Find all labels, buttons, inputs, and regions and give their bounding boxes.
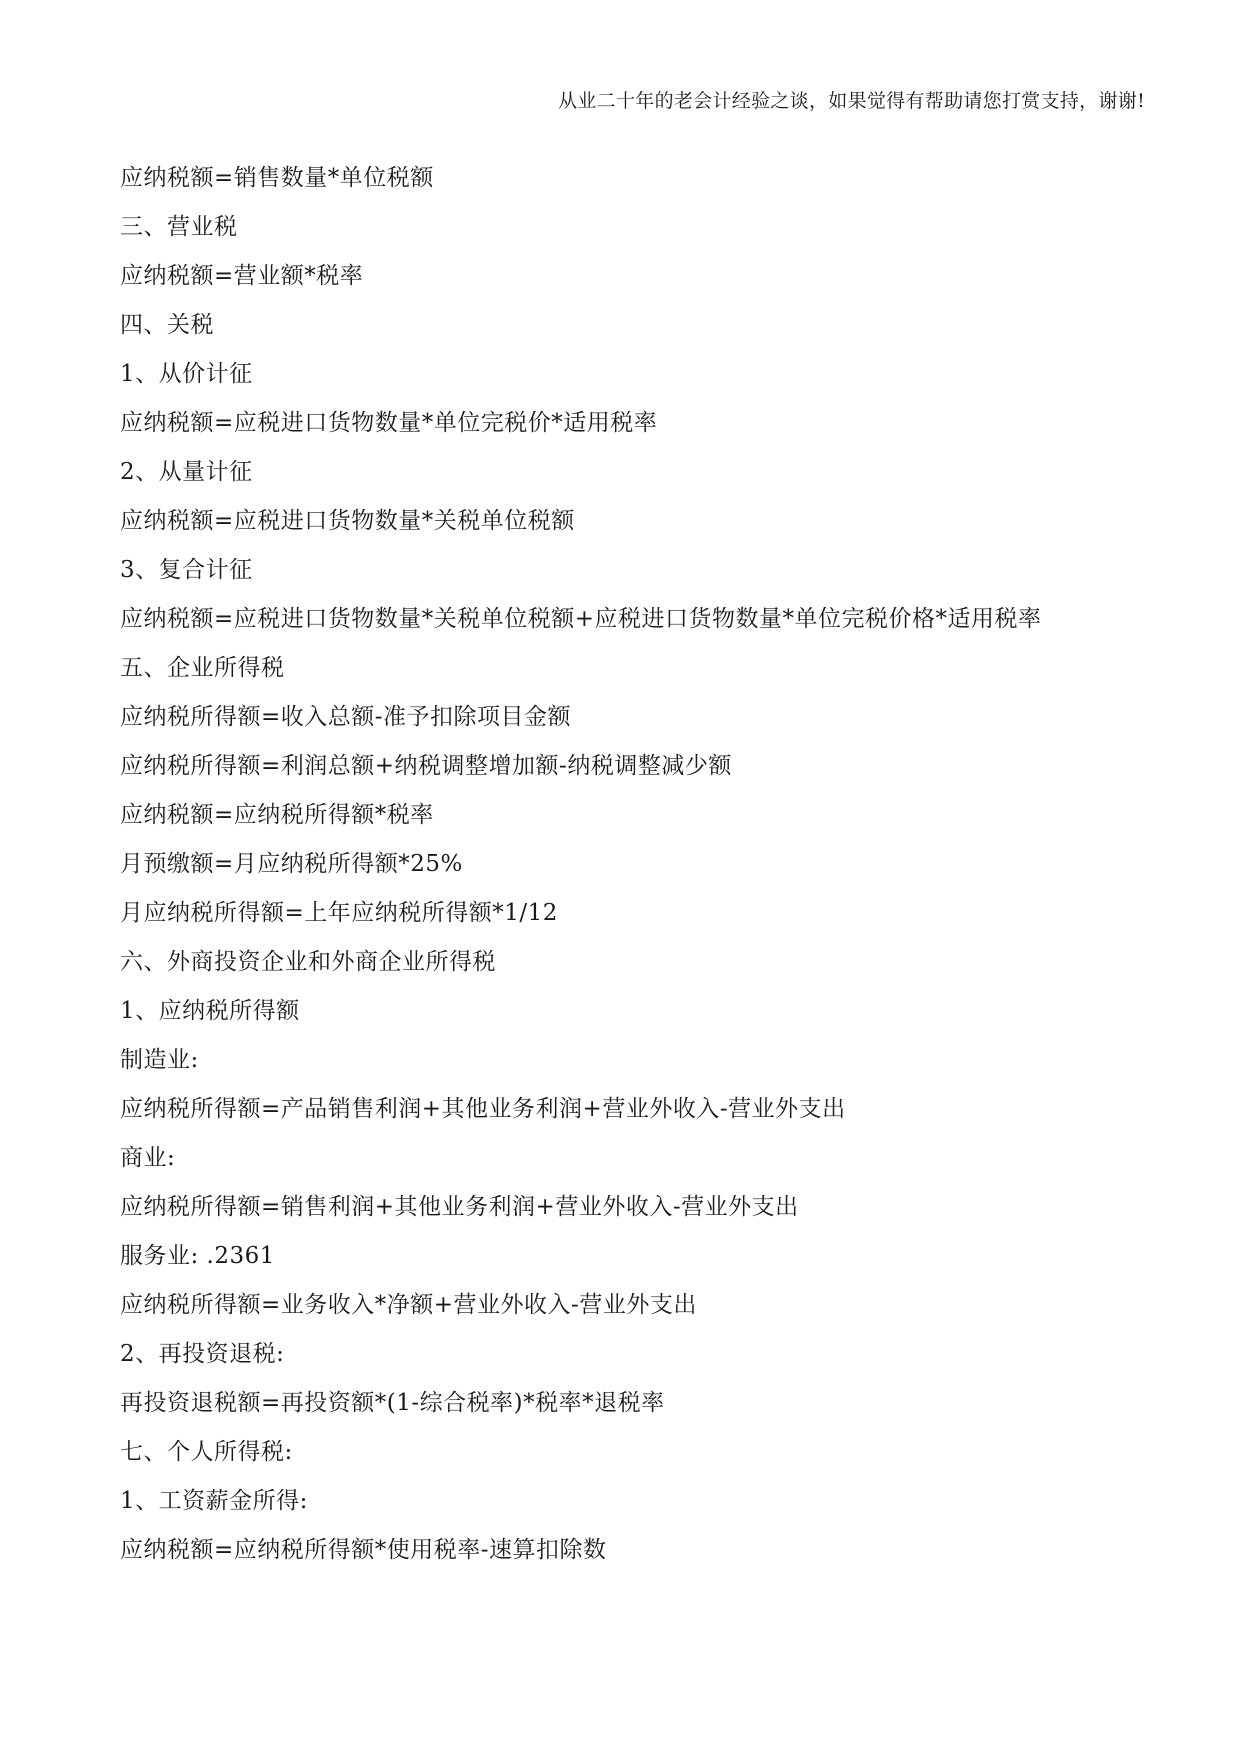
text-line: 应纳税所得额=业务收入*净额+营业外收入-营业外支出 [120,1292,697,1318]
subsection-heading: 2、再投资退税: [120,1341,285,1367]
text-line: 应纳税额=应税进口货物数量*关税单位税额+应税进口货物数量*单位完税价格*适用税率 [120,606,1042,632]
text-line: 月应纳税所得额=上年应纳税所得额*1/12 [120,900,558,926]
text-line: 应纳税额=销售数量*单位税额 [120,165,434,191]
text-line: 应纳税所得额=利润总额+纳税调整增加额-纳税调整减少额 [120,753,732,779]
text-line: 应纳税所得额=收入总额-准予扣除项目金额 [120,704,572,730]
subsection-heading: 3、复合计征 [120,557,253,583]
text-line: 应纳税额=应税进口货物数量*单位完税价*适用税率 [120,410,658,436]
text-line: 再投资退税额=再投资额*(1-综合税率)*税率*退税率 [120,1390,665,1416]
text-line: 制造业: [120,1047,199,1073]
text-line: 应纳税额=应税进口货物数量*关税单位税额 [120,508,575,534]
text-line: 商业: [120,1145,176,1171]
text-line: 月预缴额=月应纳税所得额*25% [120,851,463,877]
text-line: 应纳税额=应纳税所得额*税率 [120,802,434,828]
section-heading: 四、关税 [120,312,214,338]
section-heading: 六、外商投资企业和外商企业所得税 [120,949,496,975]
subsection-heading: 1、工资薪金所得: [120,1488,308,1514]
text-line: 应纳税所得额=销售利润+其他业务利润+营业外收入-营业外支出 [120,1194,799,1220]
text-line: 应纳税额=营业额*税率 [120,263,364,289]
subsection-heading: 2、从量计征 [120,459,253,485]
subsection-heading: 1、从价计征 [120,361,253,387]
section-heading: 七、个人所得税: [120,1439,293,1465]
text-line: 服务业: .2361 [120,1243,275,1269]
section-heading: 三、营业税 [120,214,238,240]
text-line: 应纳税额=应纳税所得额*使用税率-速算扣除数 [120,1537,607,1563]
header-note: 从业二十年的老会计经验之谈，如果觉得有帮助请您打赏支持，谢谢! [558,90,1145,112]
text-line: 应纳税所得额=产品销售利润+其他业务利润+营业外收入-营业外支出 [120,1096,846,1122]
document-body [120,154,1145,1575]
subsection-heading: 1、应纳税所得额 [120,998,300,1024]
section-heading: 五、企业所得税 [120,655,285,681]
